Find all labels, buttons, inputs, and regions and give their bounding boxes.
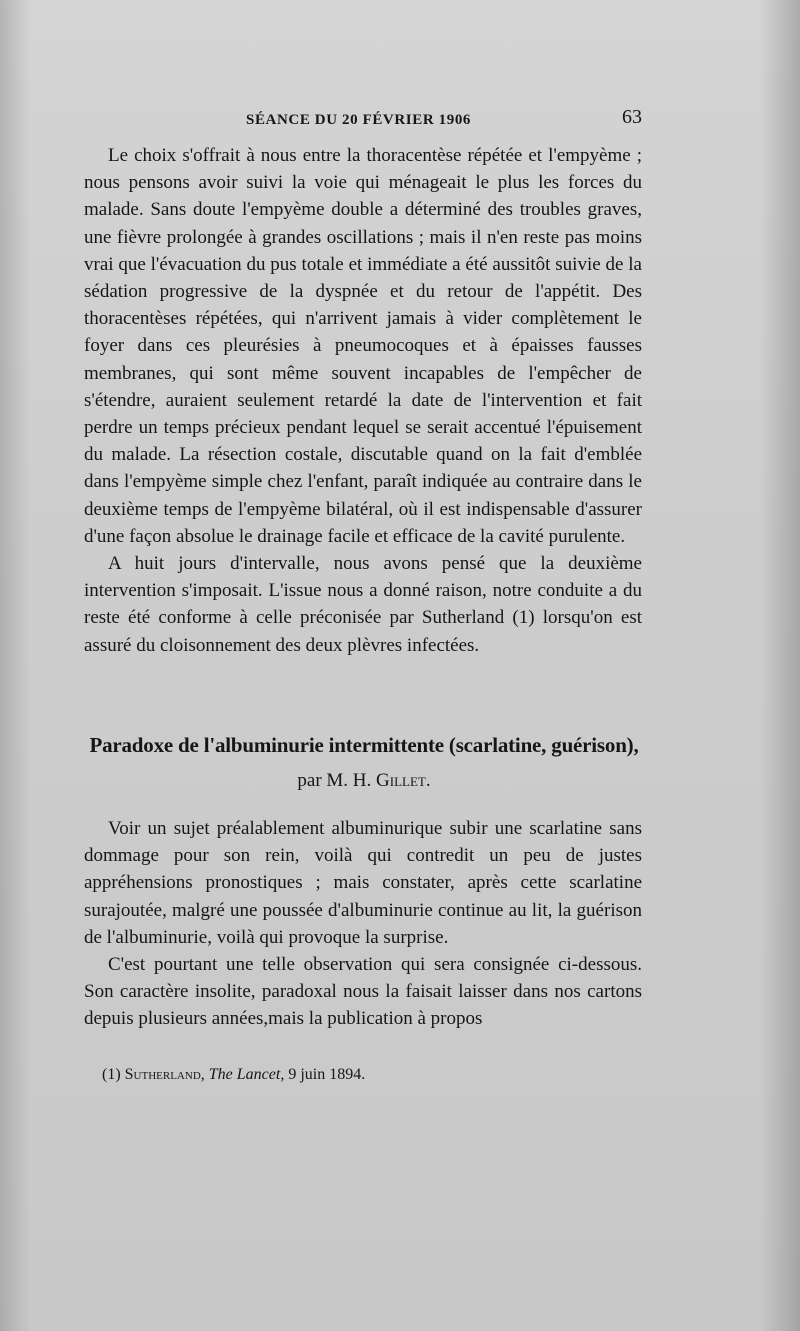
body-text-section-1 — [84, 142, 642, 659]
footnote-journal: The Lancet — [208, 1066, 281, 1083]
footnote-author: Sutherland — [124, 1066, 201, 1083]
footnote-marker: (1) — [102, 1066, 125, 1083]
byline-prefix: par M. H. — [297, 770, 377, 791]
article-heading — [84, 733, 644, 792]
paragraph: A huit jours d'intervalle, nous avons pensé que la deuxième intervention s'imposait. L'issue nous a donné raison, notre conduite a du reste été conforme à celle préconisée par Sutherland (1) lorsqu'on est assuré du cloisonnement des deux plèvres infectées. — [84, 553, 642, 656]
byline — [84, 770, 644, 792]
footnote-separator: , — [200, 1066, 209, 1083]
page-edge-shadow-right — [760, 0, 800, 1331]
running-head — [0, 106, 800, 136]
paragraph: Voir un sujet préalablement albuminurique subir une scarlatine sans dommage pour son rein, voilà qui contredit un peu de justes appréhensions pronostiques ; mais constater, après cette scarlatine surajoutée, malgré une poussée d'albuminurie continue au lit, la guérison de l'albuminurie, voilà qui provoque la surprise. — [84, 818, 642, 948]
footnote — [102, 1066, 642, 1084]
page-number: 63 — [622, 106, 642, 128]
body-text-section-2 — [84, 815, 642, 1033]
page-edge-shadow-left — [0, 0, 30, 1331]
article-title: Paradoxe de l'albuminurie intermittente (scarlatine, guérison), — [89, 733, 639, 757]
paragraph: C'est pourtant une telle observation qui sera consignée ci-dessous. Son caractère insolite, paradoxal nous la faisait laisser dans nos cartons depuis plusieurs années,mais la publication à propos — [84, 954, 642, 1030]
byline-author: Gillet. — [376, 770, 431, 791]
paragraph: Le choix s'offrait à nous entre la thoracentèse répétée et l'empyème ; nous pensons avoir suivi la voie qui ménageait le plus les forces du malade. Sans doute l'empyème double a déterminé des troubles graves, une fièvre prolongée à grandes oscillations ; mais il n'en reste pas moins vrai que l'évacuation du pus totale et immédiate a été aussitôt suivie de la sédation progressive de la dyspnée et du retour de l'appétit. Des thoracentèses répétées, qui n'arrivent jamais à vider complètement le foyer dans ces pleurésies à pneumocoques et à épaisses fausses membranes, qui sont même souvent incapables de l'empêcher de s'étendre, auraient seulement retardé la date de l'intervention et fait perdre un temps précieux pendant lequel se serait accentué l'épuisement du malade. La résection costale, discutable quand on la fait d'emblée dans l'empyème simple chez l'enfant, paraît indiquée au contraire dans le deuxième temps de l'empyème bilatéral, où il est indispensable d'assurer d'une façon absolue le drainage facile et efficace de la cavité purulente. — [84, 145, 642, 547]
running-title: SÉANCE DU 20 FÉVRIER 1906 — [246, 112, 472, 128]
footnote-date: , 9 juin 1894. — [280, 1066, 366, 1083]
